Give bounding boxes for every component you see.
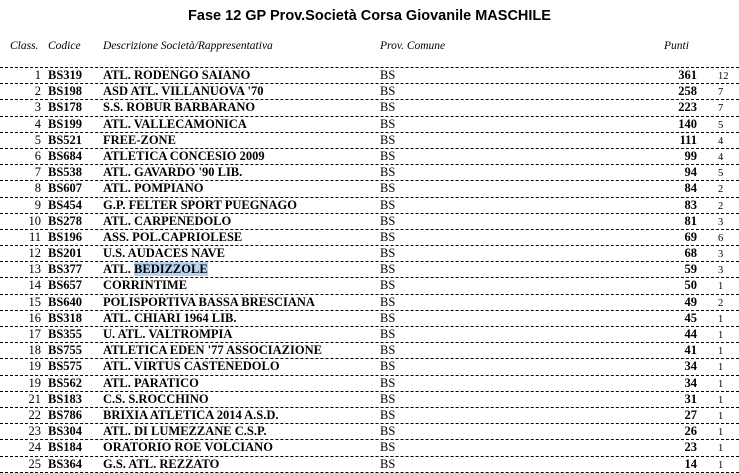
count-cell: 3 (718, 216, 724, 228)
prov-cell: BS (380, 148, 396, 163)
code-cell: BS657 (48, 278, 83, 293)
header-classe: Class. (10, 40, 39, 52)
table-row (0, 277, 739, 293)
points-cell: 59 (684, 262, 697, 277)
points-cell: 361 (678, 68, 697, 82)
points-cell: 14 (684, 456, 697, 471)
rank-cell: 11 (28, 229, 41, 244)
name-cell: ATL. VALLECAMONICA (103, 116, 247, 131)
prov-cell: BS (380, 456, 396, 471)
table-row (0, 407, 739, 423)
code-cell: BS454 (48, 197, 83, 212)
header-descrizione: Descrizione Società/Rappresentativa (103, 40, 273, 52)
count-cell: 1 (718, 330, 724, 341)
prov-cell: BS (380, 116, 396, 131)
points-cell: 50 (684, 278, 697, 293)
name-cell: ATL. VIRTUS CASTENEDOLO (103, 359, 280, 374)
header-codice: Codice (48, 40, 81, 52)
name-cell: ORATORIO ROE VOLCIANO (103, 440, 273, 455)
count-cell: 2 (718, 184, 724, 196)
name-cell: C.S. S.ROCCHINO (103, 391, 209, 406)
name-cell: ATL. RODENGO SAIANO (103, 68, 251, 82)
prov-cell: BS (380, 262, 396, 277)
points-cell: 31 (684, 391, 697, 406)
prov-cell: BS (380, 246, 396, 261)
table-row (0, 148, 739, 164)
code-cell: BS355 (48, 327, 83, 341)
table-row (0, 67, 739, 83)
rank-cell: 2 (34, 84, 41, 99)
name-cell: ATL. CARPENEDOLO (103, 213, 232, 228)
rank-cell: 24 (28, 440, 41, 455)
rank-cell: 17 (28, 327, 41, 341)
standings-table (0, 67, 739, 473)
rank-cell: 13 (28, 262, 41, 277)
points-cell: 23 (684, 440, 697, 455)
table-row (0, 164, 739, 180)
count-cell: 2 (718, 297, 724, 309)
rank-cell: 23 (28, 424, 41, 439)
rank-cell: 10 (28, 213, 41, 228)
prov-cell: BS (380, 424, 396, 439)
name-cell: ATLETICA EDEN '77 ASSOCIAZIONE (103, 343, 322, 358)
name-cell: G.P. FELTER SPORT PUEGNAGO (103, 197, 297, 212)
rank-cell: 8 (34, 181, 41, 196)
name-cell: ATL. PARATICO (103, 375, 199, 390)
header-prov-comune: Prov. Comune (380, 40, 446, 52)
prov-cell: BS (380, 407, 396, 422)
points-cell: 44 (684, 327, 697, 341)
count-cell: 3 (718, 249, 724, 261)
points-cell: 34 (684, 359, 697, 374)
rank-cell: 18 (28, 343, 41, 358)
count-cell: 1 (718, 459, 724, 471)
count-cell: 6 (718, 232, 724, 244)
table-row (0, 375, 739, 391)
rank-cell: 22 (28, 407, 41, 422)
code-cell: BS377 (48, 262, 83, 277)
table-row (0, 326, 739, 342)
count-cell: 2 (718, 200, 724, 212)
code-cell: BS786 (48, 407, 83, 422)
count-cell: 1 (718, 281, 724, 293)
prov-cell: BS (380, 68, 396, 82)
table-row (0, 180, 739, 196)
code-cell: BS562 (48, 375, 83, 390)
code-cell: BS304 (48, 424, 83, 439)
count-cell: 1 (718, 346, 724, 358)
table-row (0, 229, 739, 245)
name-cell: ATL. DI LUMEZZANE C.S.P. (103, 424, 267, 439)
prov-cell: BS (380, 213, 396, 228)
code-cell: BS521 (48, 132, 83, 147)
count-cell: 3 (718, 265, 724, 277)
code-cell: BS201 (48, 246, 83, 261)
prov-cell: BS (380, 391, 396, 406)
rank-cell: 12 (28, 246, 41, 261)
code-cell: BS318 (48, 310, 83, 325)
code-cell: BS575 (48, 359, 83, 374)
table-row (0, 358, 739, 374)
name-cell: ATL. GAVARDO '90 LIB. (103, 165, 243, 180)
points-cell: 140 (678, 116, 697, 131)
prov-cell: BS (380, 84, 396, 99)
table-row (0, 213, 739, 229)
name-cell (103, 262, 208, 276)
prov-cell: BS (380, 343, 396, 358)
table-row (0, 99, 739, 115)
code-cell: BS278 (48, 213, 83, 228)
count-cell: 1 (718, 394, 724, 406)
code-cell: BS755 (48, 343, 83, 358)
rank-cell: 6 (34, 148, 41, 163)
code-cell: BS319 (48, 68, 83, 82)
table-row (0, 342, 739, 358)
prov-cell: BS (380, 181, 396, 196)
code-cell: BS364 (48, 456, 83, 471)
code-cell: BS196 (48, 229, 83, 244)
code-cell: BS184 (48, 440, 83, 455)
points-cell: 68 (684, 246, 697, 261)
table-row (0, 197, 739, 213)
rank-cell: 4 (34, 116, 41, 131)
prov-cell: BS (380, 359, 396, 374)
count-cell: 1 (718, 378, 724, 390)
points-cell: 69 (684, 229, 697, 244)
rank-cell: 1 (34, 68, 41, 82)
name-cell: POLISPORTIVA BASSA BRESCIANA (103, 294, 315, 309)
table-row (0, 310, 739, 326)
count-cell: 4 (718, 135, 724, 147)
prov-cell: BS (380, 327, 396, 341)
table-row (0, 391, 739, 407)
rank-cell: 14 (28, 278, 41, 293)
name-cell: ATL. CHIARI 1964 LIB. (103, 310, 237, 325)
points-cell: 49 (684, 294, 697, 309)
highlighted-text[interactable]: BEDIZZOLE (134, 262, 208, 277)
name-cell: FREE-ZONE (103, 132, 176, 147)
table-row (0, 423, 739, 439)
points-cell: 94 (684, 165, 697, 180)
count-cell: 7 (718, 87, 724, 99)
points-cell: 83 (684, 197, 697, 212)
prov-cell: BS (380, 197, 396, 212)
name-cell: BRIXIA ATLETICA 2014 A.S.D. (103, 407, 279, 422)
name-cell: U. ATL. VALTROMPIA (103, 327, 233, 341)
points-cell: 84 (684, 181, 697, 196)
table-row (0, 132, 739, 148)
name-cell: ATLETICA CONCESIO 2009 (103, 148, 265, 163)
rank-cell: 3 (34, 100, 41, 115)
count-cell: 1 (718, 443, 724, 455)
prov-cell: BS (380, 294, 396, 309)
table-row (0, 456, 739, 473)
count-cell: 7 (718, 103, 724, 115)
code-cell: BS684 (48, 148, 83, 163)
points-cell: 258 (678, 84, 697, 99)
prov-cell: BS (380, 100, 396, 115)
count-cell: 5 (718, 168, 724, 180)
code-cell: BS538 (48, 165, 83, 180)
rank-cell: 5 (34, 132, 41, 147)
code-cell: BS199 (48, 116, 83, 131)
count-cell: 1 (718, 313, 724, 325)
points-cell: 26 (684, 424, 697, 439)
prov-cell: BS (380, 229, 396, 244)
rank-cell: 9 (34, 197, 41, 212)
count-cell: 4 (718, 151, 724, 163)
code-cell: BS198 (48, 84, 83, 99)
code-cell: BS183 (48, 391, 83, 406)
prov-cell: BS (380, 132, 396, 147)
points-cell: 81 (684, 213, 697, 228)
prov-cell: BS (380, 278, 396, 293)
table-row (0, 439, 739, 455)
table-row (0, 116, 739, 132)
count-cell: 5 (718, 119, 724, 131)
rank-cell: 25 (28, 456, 41, 471)
points-cell: 111 (679, 132, 697, 147)
rank-cell: 15 (28, 294, 41, 309)
rank-cell: 21 (28, 391, 41, 406)
name-cell: ATL. POMPIANO (103, 181, 204, 196)
points-cell: 99 (684, 148, 697, 163)
count-cell: 1 (718, 427, 724, 439)
count-cell: 1 (718, 410, 724, 422)
points-cell: 223 (678, 100, 697, 115)
table-row (0, 294, 739, 310)
name-cell: S.S. ROBUR BARBARANO (103, 100, 256, 115)
count-cell: 1 (718, 362, 724, 374)
name-prefix: ATL. (103, 262, 135, 277)
rank-cell: 19 (28, 375, 41, 390)
table-row (0, 245, 739, 261)
table-row (0, 261, 739, 277)
code-cell: BS607 (48, 181, 83, 196)
points-cell: 34 (684, 375, 697, 390)
header-punti: Punti (664, 40, 689, 52)
name-cell: ASD ATL. VILLANUOVA '70 (103, 84, 264, 99)
rank-cell: 7 (34, 165, 41, 180)
rank-cell: 19 (28, 359, 41, 374)
points-cell: 41 (684, 343, 697, 358)
points-cell: 45 (684, 310, 697, 325)
code-cell: BS178 (48, 100, 83, 115)
count-cell: 12 (718, 71, 729, 82)
name-cell: ASS. POL.CAPRIOLESE (103, 229, 243, 244)
name-cell: U.S. AUDACES NAVE (103, 246, 226, 261)
page-title: Fase 12 GP Prov.Società Corsa Giovanile MASCHILE (188, 8, 551, 24)
rank-cell: 16 (28, 310, 41, 325)
prov-cell: BS (380, 310, 396, 325)
code-cell: BS640 (48, 294, 83, 309)
table-row (0, 83, 739, 99)
points-cell: 27 (684, 407, 697, 422)
prov-cell: BS (380, 375, 396, 390)
prov-cell: BS (380, 165, 396, 180)
name-cell: G.S. ATL. REZZATO (103, 456, 220, 471)
name-cell: CORRINTIME (103, 278, 188, 293)
prov-cell: BS (380, 440, 396, 455)
